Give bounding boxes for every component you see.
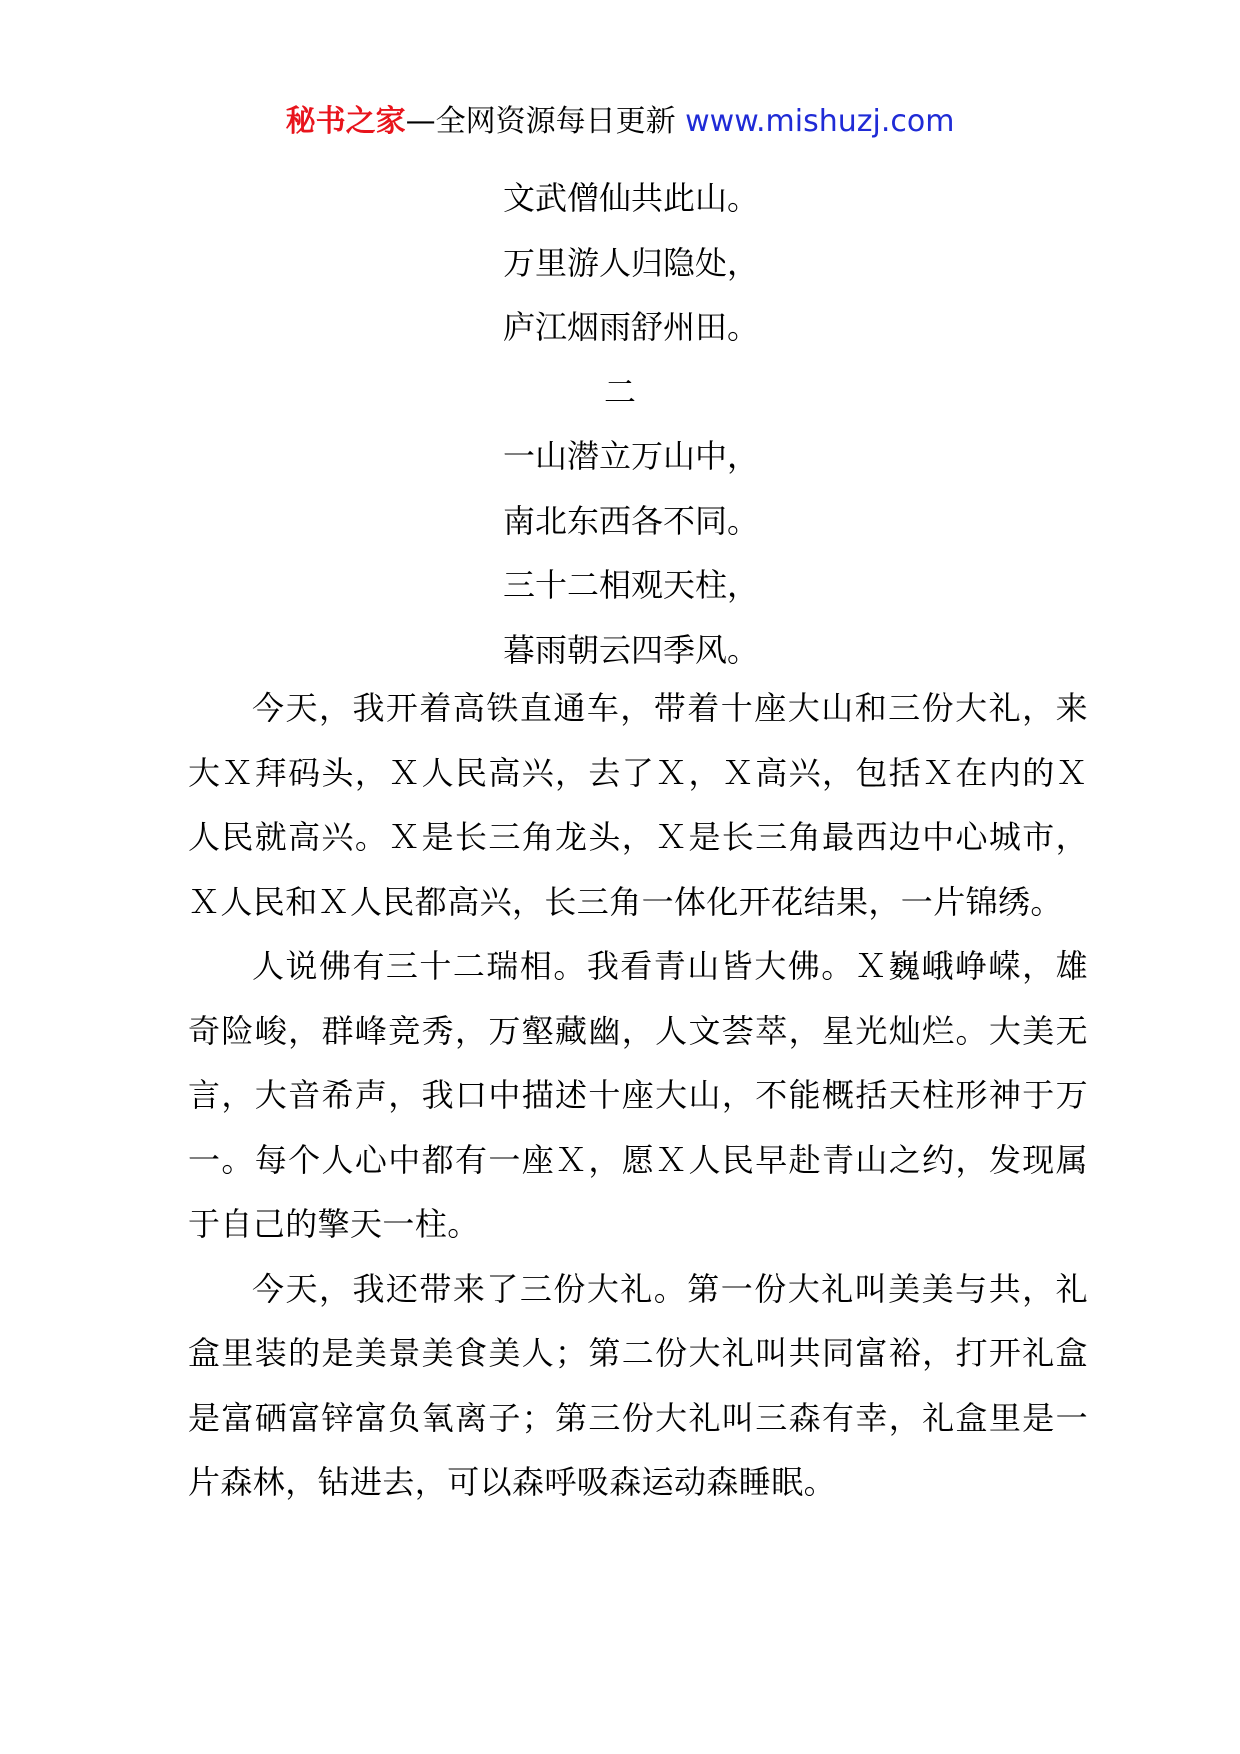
poem-line: 南北东西各不同。 <box>502 501 759 540</box>
poem-line: 一山潜立万山中， <box>502 437 759 475</box>
site-header <box>0 100 1240 144</box>
body-text <box>188 676 1088 1515</box>
poem-line: 暮雨朝云四季风。 <box>502 630 759 669</box>
paragraph: 今天，我还带来了三份大礼。第一份大礼叫美美与共，礼盒里装的是美景美食美人；第二份大礼叫共同富裕，打开礼盒是富硒富锌富负氧离子；第三份大礼叫三森有幸，礼盒里是一片森林，钻进去，可以森呼吸森运动森睡眠。 <box>188 1269 1088 1501</box>
paragraph: 人说佛有三十二瑞相。我看青山皆大佛。Ｘ巍峨峥嵘，雄奇险峻，群峰竞秀，万壑藏幽，人文荟萃，星光灿烂。大美无言，大音希声，我口中描述十座大山，不能概括天柱形神于万一。每个人心中都有一座Ｘ，愿Ｘ人民早赴青山之约，发现属于自己的擎天一柱。 <box>188 947 1088 1243</box>
paragraph: 今天，我开着高铁直通车，带着十座大山和三份大礼，来大Ｘ拜码头，Ｘ人民高兴，去了Ｘ，Ｘ高兴，包括Ｘ在内的Ｘ人民就高兴。Ｘ是长三角龙头，Ｘ是长三角最西边中心城市，Ｘ人民和Ｘ人民都高兴，长三角一体化开花结果，一片锦绣。 <box>188 689 1088 921</box>
poem-block <box>0 166 1240 682</box>
poem-section-number: 二 <box>603 372 636 411</box>
poem-line: 庐江烟雨舒州田。 <box>502 308 759 346</box>
poem-line: 万里游人归隐处， <box>502 243 759 282</box>
site-brand: 秘书之家 <box>285 104 406 139</box>
site-url-link[interactable]: www.mishuzj.com <box>685 104 955 139</box>
poem-line: 三十二相观天柱， <box>502 566 759 604</box>
poem-line: 文武僧仙共此山。 <box>502 179 759 217</box>
site-slogan: —全网资源每日更新 <box>405 104 686 139</box>
